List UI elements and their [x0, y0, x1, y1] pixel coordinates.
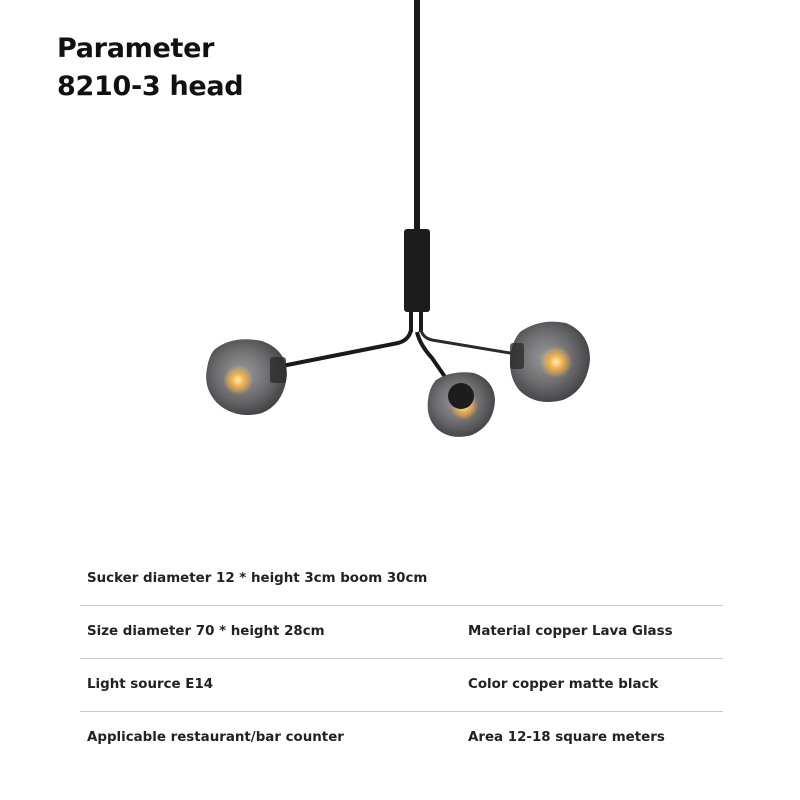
- central-body: [404, 229, 430, 312]
- spec-applicable: Applicable restaurant/bar counter: [87, 730, 344, 745]
- spec-row: [80, 606, 723, 659]
- spec-material: Material copper Lava Glass: [468, 624, 673, 639]
- spec-row: [80, 712, 723, 764]
- suspension-rod: [414, 0, 420, 232]
- spec-row: [80, 553, 723, 606]
- right-arm: [421, 330, 516, 354]
- body-stem: [409, 310, 413, 332]
- right-glass-shade: [510, 322, 590, 402]
- spec-size: Size diameter 70 * height 28cm: [87, 624, 325, 639]
- spec-sucker-boom: Sucker diameter 12 * height 3cm boom 30cm: [87, 571, 428, 586]
- spec-table: [80, 553, 723, 764]
- spec-row: [80, 659, 723, 712]
- spec-light-source: Light source E14: [87, 677, 214, 692]
- spec-area: Area 12-18 square meters: [468, 730, 665, 745]
- title-model: 8210-3 head: [57, 71, 244, 102]
- body-stem: [419, 310, 423, 332]
- left-glass-shade: [206, 339, 287, 415]
- middle-glass-shade: [428, 372, 495, 437]
- left-arm: [282, 330, 411, 366]
- spec-color: Color copper matte black: [468, 677, 659, 692]
- title-parameter: Parameter: [57, 33, 215, 64]
